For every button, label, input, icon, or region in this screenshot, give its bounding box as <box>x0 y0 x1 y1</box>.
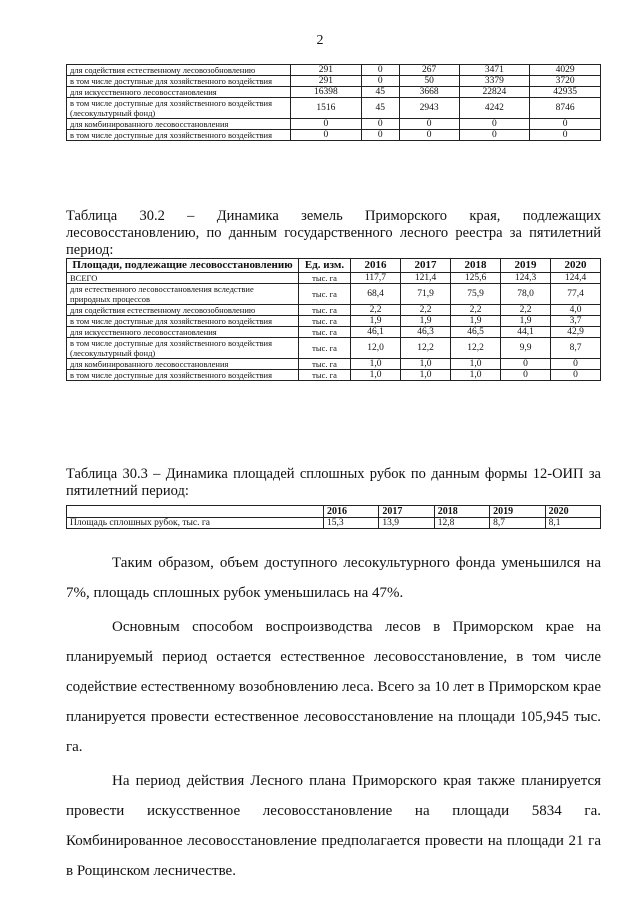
table-row <box>67 370 601 381</box>
table-cell: 0 <box>530 119 601 130</box>
table-cell: 2,2 <box>501 305 551 316</box>
body-text <box>66 548 601 886</box>
table-cell: 42,9 <box>551 327 601 338</box>
table-cell: 0 <box>551 370 601 381</box>
row-label: для естественного лесовосстановления вследствие природных процессов <box>67 284 299 305</box>
table-cell: 0 <box>459 130 530 141</box>
unit-cell: тыс. га <box>299 284 351 305</box>
table-row <box>67 119 601 130</box>
unit-cell: тыс. га <box>299 327 351 338</box>
table-cell: 2943 <box>399 98 459 119</box>
column-header-year: 2018 <box>434 506 489 518</box>
unit-cell: тыс. га <box>299 273 351 284</box>
table-cell: 8,7 <box>551 338 601 359</box>
table-cell: 8,1 <box>545 518 600 529</box>
table-cell: 1,0 <box>351 359 401 370</box>
table-cell: 291 <box>291 65 362 76</box>
paragraph: Таким образом, объем доступного лесокультурного фонда уменьшился на 7%, площадь сплошных рубок уменьшилась на 47%. <box>66 555 601 601</box>
table-cell: 0 <box>361 76 399 87</box>
table-cell: 124,3 <box>501 273 551 284</box>
table-cell: 4,0 <box>551 305 601 316</box>
table-cell: 8746 <box>530 98 601 119</box>
row-label: в том числе доступные для хозяйственного воздействия <box>67 76 291 87</box>
row-label: Площадь сплошных рубок, тыс. га <box>67 518 324 529</box>
row-label: в том числе доступные для хозяйственного воздействия <box>67 316 299 327</box>
column-header-year: 2016 <box>324 506 379 518</box>
table-row <box>67 305 601 316</box>
table-cell: 78,0 <box>501 284 551 305</box>
table-cell: 1,0 <box>351 370 401 381</box>
table-cell: 267 <box>399 65 459 76</box>
unit-cell: тыс. га <box>299 370 351 381</box>
table-cell: 12,2 <box>401 338 451 359</box>
unit-cell: тыс. га <box>299 338 351 359</box>
table-cell: 1,9 <box>351 316 401 327</box>
table-cell: 0 <box>530 130 601 141</box>
table-cell: 45 <box>361 87 399 98</box>
table-30-3 <box>66 505 601 529</box>
row-label: для комбинированного лесовосстановления <box>67 359 299 370</box>
table-cell: 1,0 <box>401 370 451 381</box>
table-30-3-caption: Таблица 30.3 – Динамика площадей сплошных рубок по данным формы 12-ОИП за пятилетний период: <box>66 466 601 499</box>
table-row <box>67 316 601 327</box>
column-header-unit: Ед. изм. <box>299 259 351 273</box>
table-cell: 75,9 <box>451 284 501 305</box>
row-label: для содействия естественному лесовозобновлению <box>67 305 299 316</box>
table-cell: 8,7 <box>490 518 545 529</box>
row-label: для содействия естественному лесовозобновлению <box>67 65 291 76</box>
table-cell: 1,9 <box>501 316 551 327</box>
unit-cell: тыс. га <box>299 305 351 316</box>
table-cell: 71,9 <box>401 284 451 305</box>
table-cell: 12,8 <box>434 518 489 529</box>
table-row <box>67 338 601 359</box>
table-cell: 117,7 <box>351 273 401 284</box>
table-cell: 3668 <box>399 87 459 98</box>
table-cell: 2,2 <box>351 305 401 316</box>
table-cell: 1,9 <box>451 316 501 327</box>
table-30-2 <box>66 258 601 381</box>
table-cell: 46,3 <box>401 327 451 338</box>
table-cell: 4029 <box>530 65 601 76</box>
table-cell: 45 <box>361 98 399 119</box>
empty-header-cell <box>67 506 324 518</box>
table-cell: 77,4 <box>551 284 601 305</box>
table-cell: 1,0 <box>451 359 501 370</box>
table-cell: 125,6 <box>451 273 501 284</box>
table-cell: 0 <box>361 119 399 130</box>
table-cell: 1516 <box>291 98 362 119</box>
row-label: для искусственного лесовосстановления <box>67 327 299 338</box>
table-row <box>67 76 601 87</box>
paragraph: Основным способом воспроизводства лесов в Приморском крае на планируемый период остается естественное лесовосстановление, в том числе содействие естественному возобновлению леса. Всего за 10 лет в Приморском крае планируется провести естественное лесовосстановление на площади 105,945 тыс. га. <box>66 619 601 755</box>
table-cell: 3720 <box>530 76 601 87</box>
table-cell: 13,9 <box>379 518 434 529</box>
table-cell: 42935 <box>530 87 601 98</box>
table-cell: 12,2 <box>451 338 501 359</box>
row-label: в том числе доступные для хозяйственного воздействия <box>67 130 291 141</box>
column-header-year: 2018 <box>451 259 501 273</box>
row-label: для комбинированного лесовосстановления <box>67 119 291 130</box>
unit-cell: тыс. га <box>299 359 351 370</box>
row-label: в том числе доступные для хозяйственного воздействия <box>67 370 299 381</box>
table-row <box>67 327 601 338</box>
column-header-area: Площади, подлежащие лесовосстановлению <box>67 259 299 273</box>
column-header-year: 2020 <box>545 506 600 518</box>
unit-cell: тыс. га <box>299 316 351 327</box>
page-number: 2 <box>316 33 324 48</box>
table-cell: 1,0 <box>401 359 451 370</box>
table-cell: 124,4 <box>551 273 601 284</box>
table-row <box>67 98 601 119</box>
table-cell: 291 <box>291 76 362 87</box>
table-cell: 16398 <box>291 87 362 98</box>
table-cell: 0 <box>399 130 459 141</box>
table-cell: 3379 <box>459 76 530 87</box>
table-cell: 0 <box>291 130 362 141</box>
column-header-year: 2019 <box>490 506 545 518</box>
table-cell: 2,2 <box>401 305 451 316</box>
table-cell: 0 <box>361 130 399 141</box>
table-row <box>67 359 601 370</box>
table-cell: 0 <box>459 119 530 130</box>
table-cell: 44,1 <box>501 327 551 338</box>
column-header-year: 2016 <box>351 259 401 273</box>
table-cell: 1,9 <box>401 316 451 327</box>
table-30-1-continuation <box>66 64 601 141</box>
table-row <box>67 284 601 305</box>
table-cell: 0 <box>291 119 362 130</box>
table-cell: 1,0 <box>451 370 501 381</box>
table-row <box>67 65 601 76</box>
row-label: в том числе доступные для хозяйственного воздействия (лесокультурный фонд) <box>67 98 291 119</box>
table-header-row <box>67 259 601 273</box>
table-cell: 46,1 <box>351 327 401 338</box>
column-header-year: 2017 <box>379 506 434 518</box>
table-header-row <box>67 506 601 518</box>
table-cell: 3471 <box>459 65 530 76</box>
column-header-year: 2017 <box>401 259 451 273</box>
table-cell: 0 <box>501 370 551 381</box>
table-cell: 3,7 <box>551 316 601 327</box>
table-cell: 46,5 <box>451 327 501 338</box>
table-cell: 4242 <box>459 98 530 119</box>
column-header-year: 2020 <box>551 259 601 273</box>
table-cell: 15,3 <box>324 518 379 529</box>
table-cell: 0 <box>361 65 399 76</box>
table-row <box>67 518 601 529</box>
table-row <box>67 130 601 141</box>
table-row <box>67 273 601 284</box>
table-cell: 50 <box>399 76 459 87</box>
table-cell: 0 <box>501 359 551 370</box>
table-cell: 9,9 <box>501 338 551 359</box>
row-label: ВСЕГО <box>67 273 299 284</box>
table-cell: 0 <box>399 119 459 130</box>
table-cell: 22824 <box>459 87 530 98</box>
table-cell: 68,4 <box>351 284 401 305</box>
table-cell: 2,2 <box>451 305 501 316</box>
table-cell: 0 <box>551 359 601 370</box>
table-cell: 12,0 <box>351 338 401 359</box>
row-label: в том числе доступные для хозяйственного воздействия (лесокультурный фонд) <box>67 338 299 359</box>
table-cell: 121,4 <box>401 273 451 284</box>
table-30-2-caption: Таблица 30.2 – Динамика земель Приморского края, подлежащих лесовосстановлению, по данным государственного лесного реестра за пятилетний период: <box>66 208 601 258</box>
paragraph: На период действия Лесного плана Приморского края также планируется провести искусственное лесовосстановление на площади 5834 га. Комбинированное лесовосстановление предполагается провести на площади 21 га в Рощинском лесничестве. <box>66 773 601 879</box>
row-label: для искусственного лесовосстановления <box>67 87 291 98</box>
column-header-year: 2019 <box>501 259 551 273</box>
table-row <box>67 87 601 98</box>
